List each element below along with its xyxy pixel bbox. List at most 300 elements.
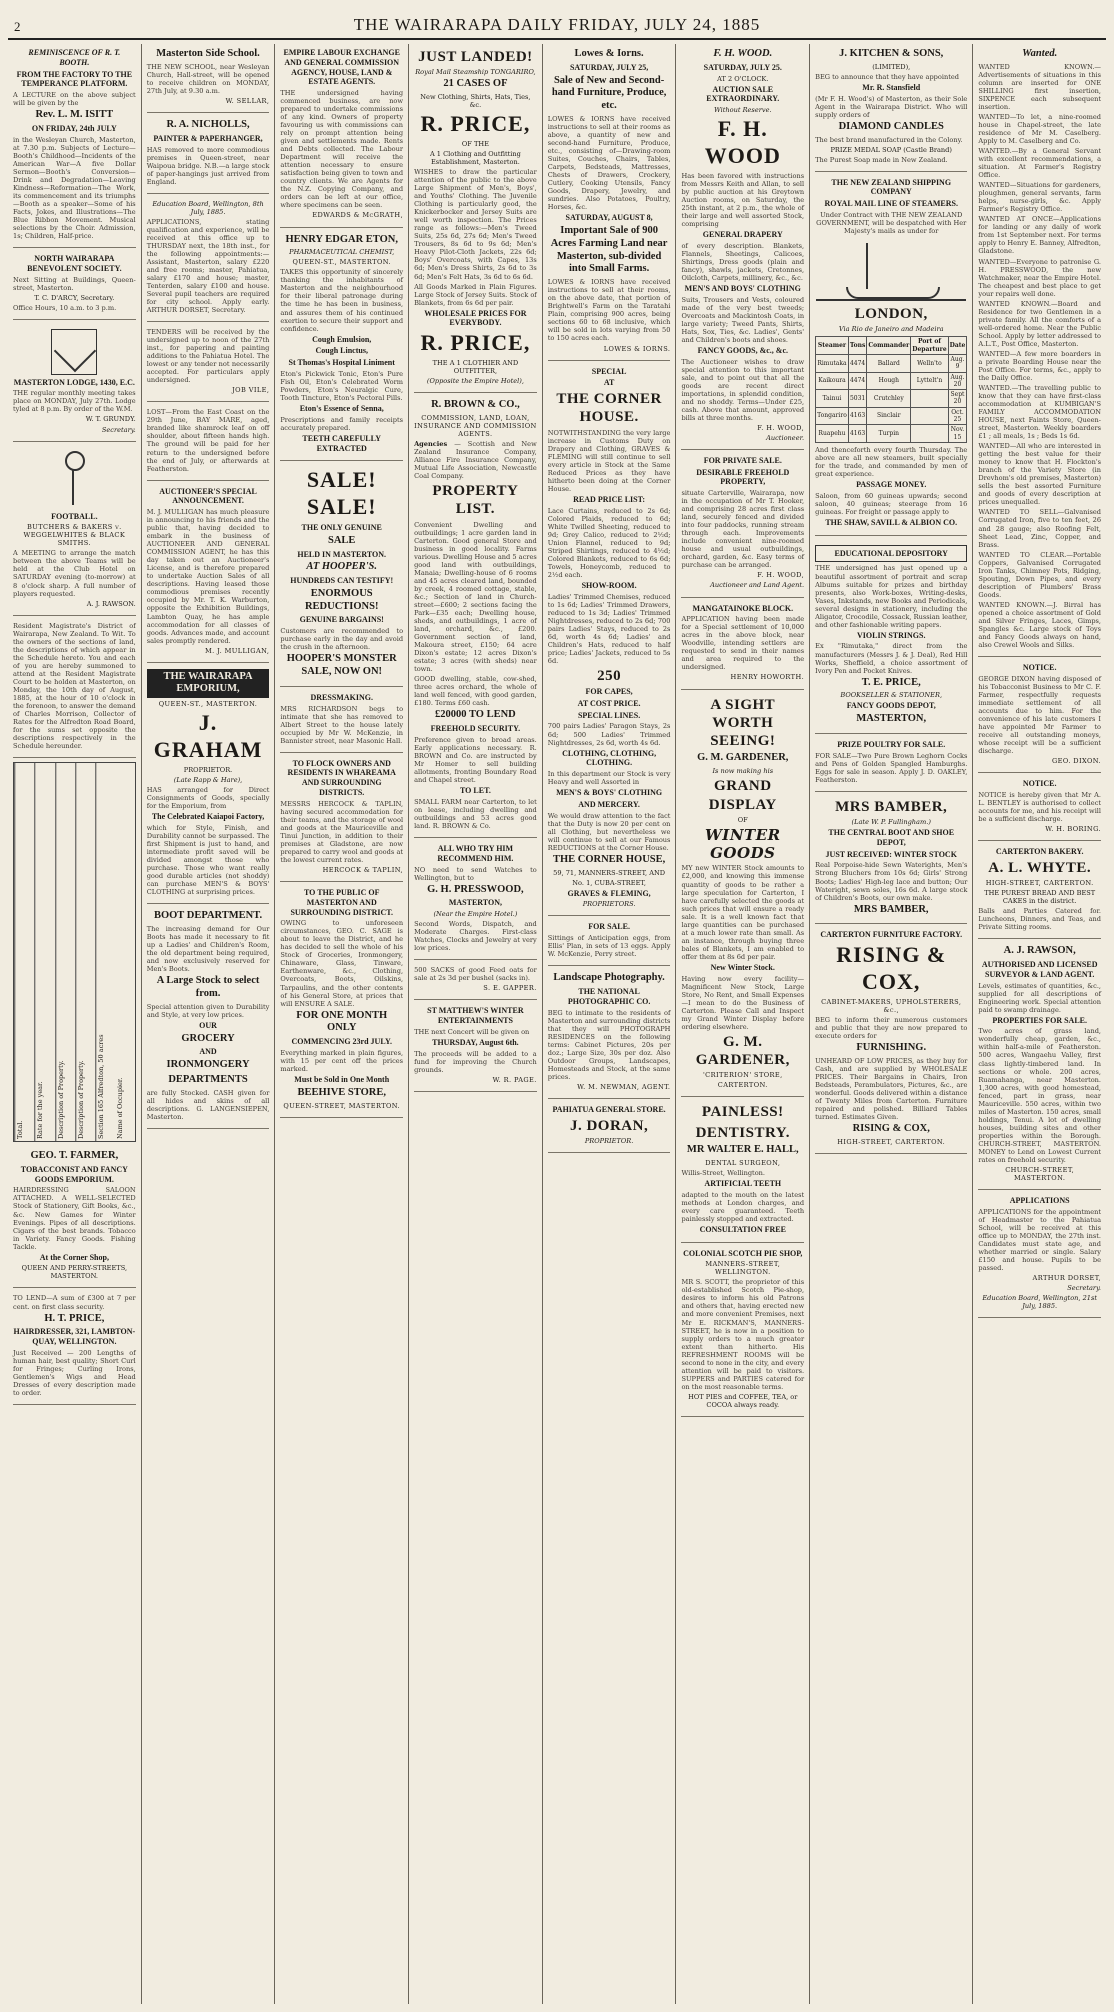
schedule-row [816, 407, 967, 425]
side-school-ad: Masterton Side School. THE NEW SCHOOL, near Wesleyan Church, Hall-street, will be opened to receive children on MONDAY, 27th July, at 9.30 a.m. W. SELLAR, [147, 44, 270, 113]
new-clothing: New Clothing, Shirts, Hats, Ties, &c. [420, 93, 531, 110]
lend-amount: £20000 TO LEND [435, 709, 516, 721]
schedule-cell: Tongariro [816, 407, 849, 425]
chemist-address: QUEEN-ST., MASTERTON. [292, 258, 391, 267]
mens-clothing: MEN'S AND BOYS' CLOTHING [684, 283, 801, 293]
commencing: COMMENCING 23rd JULY. [291, 1037, 392, 1047]
only-genuine: THE ONLY GENUINE [301, 522, 382, 532]
education-board-date: Education Board, Wellington, 8th July, 1885. [152, 199, 264, 216]
property-list: PROPERTY LIST. [432, 483, 519, 518]
at-cost: AT COST PRICE. [577, 698, 641, 708]
saturday-july-25: SATURDAY, JULY 25, [569, 62, 649, 72]
dorset-name: ARTHUR DORSET, [1032, 1273, 1102, 1282]
schedule-header-cell: Tons [848, 337, 867, 355]
hot-pies: HOT PIES and COFFEE, TEA, or COCOA always ready. [688, 1392, 798, 1409]
freehold-security: FREEHOLD SECURITY. [430, 724, 521, 734]
furniture-factory: CARTERTON FURNITURE FACTORY. [820, 930, 963, 940]
new-winter-stock: New Winter Stock. [710, 962, 775, 972]
notice-heading-2: NOTICE. [1022, 779, 1057, 789]
carterton-label: CARTERTON. [717, 1081, 768, 1090]
newspaper-title: THE WAIRARAPA DAILY FRIDAY, JULY 24, 1885 [353, 15, 761, 34]
graves-fleming: GRAVES & FLEMING, [567, 888, 651, 898]
lecturer-name: Rev. L. M. ISITT [35, 109, 114, 121]
schedule-cell: Lyttelt'n [911, 372, 948, 390]
just-landed: JUST LANDED! [418, 49, 533, 65]
auction-extraordinary: AUCTION SALE EXTRAORDINARY. [706, 84, 780, 104]
masonic-secretary-role: Secretary. [101, 425, 136, 434]
price-hairdresser-trade: HAIRDRESSER, 321, LAMBTON-QUAY, WELLINGTON. [13, 1327, 136, 1347]
chemist-trade: PHARMACEUTICAL CHEMIST, [289, 248, 395, 257]
schedule-cell: 4474 [848, 354, 867, 372]
fh-wood-saturday: SATURDAY, JULY 25. [703, 62, 782, 72]
rising-cox-ad: CARTERTON FURNITURE FACTORY. RISING & COX, CABINET-MAKERS, UPHOLSTERERS, &c., BEG to inform their numerous customers and public that they are now prepared to execute orders for FURNISHING. UNHEARD OF LOW PRICES, as they buy for Cash, and are supplied by WHOLESALE PRICES. Their Bargains in Chairs, Iron Bedsteads, Perambulators, Pictures, &c., are wonderful. Goods delivered within a distance of Twenty Miles from Carterton. Furniture repaired and polished. Billiard Tables turned. Estimates Given. RISING & COX, HIGH-STREET, CARTERTON. [815, 926, 967, 1153]
rising-cox-trade: CABINET-MAKERS, UPHOLSTERERS, &c., [821, 997, 962, 1014]
wanted-ads: Wanted. WANTED KNOWN.—Advertisements of situations in this column are inserted for ONE SHILLING first insertion, SIXPENCE each subsequent insertion. WANTED—To let, a nine-roomed house in Chapel-street, the late residence of Mr M. Caselberg. Apply to M. Caselberg and Co. WANTED.—By a General Servant with excellent recommendations, a situation. At Farmer's Registry Office. WANTED—Situations for gardeners, ploughmen, general servants, farm helps, nurse-girls, &c. Apply Farmer's Registry Office. WANTED AT ONCE—Applications for landing or any daily of work from 1st September next. For terms apply to Henry E. Banney, Alfredton, Gladstone. WANTED—Everyone to patronise G. H. PRESSWOOD, the new Watchmaker, near the Empire Hotel. The cheapest and best place to get your repairs well done. WANTED KNOWN.—Board and Residence for two Gentlemen in a private family. All the comforts of a well-ordered home. Near the Public School. Apply by letter addressed to A.L.T., Post Office, Masterton. WANTED—A few more boarders in a private Boarding House near the Post Office. For terms, &c., apply to the Daily Office. WANTED.—The travelling public to know that they can have first-class accommodation at KUMBIGAN'S FAMILY ACCOMMODATION HOUSE, next Faints Store, Queen-street, Masterton. Weekly boarders £1 ; all meals, 1s ; Beds 1s 6d. WANTED—All who are interested in getting the best value for their money to know that H. Flockton's branch of the Variety Store (in Drevhom's old premises, Masterton) sells the best assorted Furniture and goods of every description at prices unequalled. WANTED TO SELL—Galvanised Corrugated Iron, five to ten feet, 26 and 28 gauge; also Roofing Felt, Sheet Lead, Zinc, Copper, and Brass. WANTED TO CLEAR.—Portable Coppers, Galvanised Corrugated Iron Tanks, Chimney Pots, Ridging, Spouting, Down Pipes, and every description of Plumbers' Brass Goods. WANTED KNOWN.—J. Birral has opened a choice assortment of Gold and Silver Fringes, Laces, Gimps, Spangles &c. Large stock of Toys and Fancy Goods always on hand, also Crewel Wools and Silks. [978, 44, 1101, 657]
fancy-goods: FANCY GOODS, &c., &c. [697, 345, 788, 355]
lost-ad: LOST—From the East Coast on the 29th June, BAY MARE, aged, branded like shamrock leaf on off shoulder, about fifteen hands high. The ground will be paid for her return to the undersigned before the end of July, or afterwards at Featherston. [147, 404, 270, 480]
genuine-bargains: GENUINE BARGAINS! [299, 615, 384, 625]
price-hairdresser-name: H. T. PRICE, [44, 1312, 105, 1324]
shipping-company: THE NEW ZEALAND SHIPPING COMPANY [831, 177, 952, 197]
special-label: SPECIAL [591, 366, 627, 376]
auctioneer-heading: AUCTIONEER'S SPECIAL ANNOUNCEMENT. [159, 486, 257, 506]
nicholls-trade: PAINTER & PAPERHANGER, [153, 133, 263, 143]
mangatainoke-heading: MANGATAINOKE BLOCK. [692, 603, 794, 613]
grand-display: GRAND DISPLAY [708, 778, 777, 813]
to-let: TO LET. [459, 786, 491, 796]
beehive-address: QUEEN-STREET, MASTERTON. [283, 1101, 401, 1110]
football-clubs: BUTCHERS & BAKERS v. WEGGELWHITES & BLACK SMITHS. [23, 523, 126, 548]
wholesale-prices: WHOLESALE PRICES FOR EVERYBODY. [424, 308, 527, 328]
notice-dixon: NOTICE. GEORGE DIXON having disposed of his Tobacconist Business to Mr C. F. Farmer, respectfully requests immediate settlement of all accounts due to him. For the convenience of his late customers I have appointed Mr Farmer to receive all outstanding moneys, whose receipt will be a sufficient discharge. GEO. DIXON. [978, 659, 1101, 773]
column-8 [973, 44, 1106, 2004]
schedule-header-cell: Steamer [816, 337, 849, 355]
gardener-name-2: G. M. GARDENER, [695, 1033, 790, 1069]
bakery-ad: CARTERTON BAKERY. A. L. WHYTE. HIGH-STREET, CARTERTON. THE PUREST BREAD AND BEST CAKES in the district. Balls and Parties Catered for. Luncheons, Dinners, and Teas, and Private Sitting rooms. [978, 843, 1101, 939]
hospital-liniment: St Thomas's Hospital Liniment [288, 358, 395, 368]
benevolent-secretary: T. C. D'ARCY, Secretary. [34, 293, 115, 302]
chemist-name: HENRY EDGAR ETON, [285, 233, 398, 245]
winter-stock: JUST RECEIVED: WINTER STOCK [825, 849, 957, 859]
column-4 [409, 44, 543, 2004]
schedule-cell: Ballard [867, 354, 911, 372]
violin-strings: VIOLIN STRINGS. [857, 630, 926, 640]
schedule-cell: Aug. 9 [948, 354, 967, 372]
column-3 [275, 44, 409, 2004]
chemist-ad: HENRY EDGAR ETON, PHARMACEUTICAL CHEMIST, QUEEN-ST., MASTERTON. TAKES this opportunity of sincerely thanking the inhabitants of Masterton and the neighbourhood for their liberal patronage during the time he has been in business, and assures them of his continued exertion to secure their support and confidence. Cough Emulsion, Cough Linctus, St Thomas's Hospital Liniment Eton's Pickwick Tonic, Eton's Pure Fish Oil, Eton's Celebrated Worm Powders, Eton's Neuralgic Cure, Tooth Tincture, Eton's Pectoral Pills. Eton's Essence of Senna, Prescriptions and family receipts accurately prepared. TEETH CAREFULLY EXTRACTED [280, 230, 403, 462]
authorised-surveyor: AUTHORISED AND LICENSED SURVEYOR & LAND AGENT. [981, 960, 1098, 979]
pahiatua-store-ad [548, 1101, 671, 1153]
pahiatua-heading: PAHIATUA GENERAL STORE. [552, 1104, 666, 1114]
presswood-name: G. H. PRESSWOOD, [427, 883, 524, 895]
column-6 [676, 44, 810, 2004]
vile-name: JOB VILE, [232, 386, 270, 395]
emporium-ad: THE WAIRARAPA EMPORIUM, QUEEN-ST., MASTERTON. J. GRAHAM PROPRIETOR. (Late Rapp & Hare), HAS arranged for Direct Consignments of Goods, specially for the Emporium, from The Celebrated Kaiapoi Factory, which for Style, Finish, and Durability cannot be surpassed. The first Shipment is just to hand, and intermediate profit saved will be divided amongst those who purchase. Those who want really good durable articles (not shoddy) can purchase MEN'S & BOYS' CLOTHING at surprising prices. [147, 665, 270, 904]
doran-name: J. DORAN, [569, 1117, 649, 1134]
special-lines: SPECIAL LINES. [577, 710, 641, 720]
freehold-property: DESIRABLE FREEHOLD PROPERTY, [696, 467, 790, 487]
sight-worth-seeing: A SIGHT WORTH SEEING! [710, 696, 776, 750]
brown-co-ad: R. BROWN & CO., COMMISSION, LAND, LOAN, INSURANCE AND COMMISSION AGENTS. Agencies — Scottish and New Zealand Insurance Company, Alliance Fire Insurance Company, Mutual Life Association, Newcastle Coal Company. PROPERTY LIST. Convenient Dwelling and outbuildings; 1 acre garden land in Carterton. Good general Store and business in good locality. Farms various. Dwelling House and 5 acres good land with outbuildings, Manaia; Dwelling-house of 6 rooms and 45 acres cleared land, bounded by creek, 4 roomed cottage, stable, &c.; Section of land in Church-street—£600; 2 sections facing the Park—£35 each; Dwelling house, sheds, and outbuildings, 1 acre of land, orchard, &c., £200. Government section of land, Makoura street, £150; 64 acre Dixon's estate; 12 acres Dixon's estate; 3 acres (with sheds) near town. GOOD dwelling, stable, cow-shed, three acres orchard, the whole of land well fenced, with good garden, £180. Terms £60 cash. £20000 TO LEND FREEHOLD SECURITY. Preference given to broad areas. Early applications necessary. R. BROWN and Co. are instructed by Mr Homer to sell building allotments, fronting Boundary Road and Chapel street. TO LET. SMALL FARM near Carterton, to let on lease, including dwelling and outbuildings and 53 acres good land. R. BROWN & Co. [414, 395, 537, 838]
masonic-heading: MASTERTON LODGE, 1430, E.C. [13, 377, 135, 387]
of-the: OF THE [461, 140, 489, 149]
painless: PAINLESS! [701, 1104, 784, 1121]
rising-cox-address: HIGH-STREET, CARTERTON. [837, 1137, 946, 1146]
corner-shop-heading: At the Corner Shop, [39, 1252, 109, 1262]
thursday-date: THURSDAY, August 6th. [432, 1037, 519, 1047]
lecture-heading: REMINISCENCE OF R. T. BOOTH. [28, 48, 121, 67]
schedule-cell: Sinclair [867, 407, 911, 425]
sale-heading: SALE! SALE! [306, 467, 377, 520]
graham-previous: (Late Rapp & Hare), [173, 775, 243, 784]
clothing-establishment: A 1 Clothing and Outfitting Establishment, Masterton. [429, 150, 521, 167]
schedule-row [816, 354, 967, 372]
second-hand-sale: Sale of New and Second-hand Furniture, Produce, etc. [551, 74, 667, 112]
shipping-ad: THE NEW ZEALAND SHIPPING COMPANY ROYAL MAIL LINE OF STEAMERS. Under Contract with THE NEW ZEALAND GOVERNMENT, will be despatched with Her Majesty's mails as under for LONDON, Via Rio de Janeiro and Madeira Steamer Tons Commander Port of Departure Date Rimutaka 4474 Ballard Welln'to Aug. 9 Kaikoura 4474 Hough Lyttelt'n Aug. 20 Tainui 5031 Crutchley Sept 20 Tongariro 4163 Sinclair Oct. 25 Ruapehu 4163 Turpin Nov. 15 And thenceforth every fourth Thursday. The above are all new steamers, built specially for the trade, and commanded by men of great experience. PASSAGE MONEY. Saloon, from 60 guineas upwards; second saloon, 40 guineas; steerage from 16 guineas. For freight or passage apply to THE SHAW, SAVILL & ALBION CO. [815, 174, 967, 536]
education-board-ad: Education Board, Wellington, 8th July, 1885. APPLICATIONS, stating qualification and experience, will be received at this office up to THURSDAY next, the 18th inst., for the following appointments:—Assistant, Masterton, salary £220 and free rooms; master, Pahiatua, salary £170 and house; master, Tenterden, salary £100 and house. Several pupil teachers are required for city school. Apply early. ARTHUR DORSET, Secretary. [147, 196, 270, 322]
schedule-cell: 4163 [848, 425, 867, 443]
side-school-secretary: W. SELLAR, [225, 96, 270, 105]
clothing-clothing: CLOTHING, CLOTHING, CLOTHING. [562, 748, 657, 768]
bamber-name-2: MRS BAMBER, [853, 903, 929, 915]
passage-money: PASSAGE MONEY. [856, 480, 927, 490]
one-month: FOR ONE MONTH ONLY [296, 1009, 388, 1034]
shaw-savill: THE SHAW, SAVILL & ALBION CO. [825, 517, 958, 527]
graham-role: PROPRIETOR. [183, 765, 233, 774]
corner-house-ad: SPECIAL AT THE CORNER HOUSE. NOTWITHSTANDING the very large increase in Customs Duty on Drapery and Clothing, GRAVES & FLEMING will still continue to sell every article in Stock at the Same Reduced Prices as they have hitherto been doing at the Corner House. READ PRICE LIST: Lace Curtains, reduced to 2s 6d; Colored Plaids, reduced to 6d; White Twilled Sheeting, reduced to 9d; Grey Calico, reduced to 2½d; Union Flannel, reduced to 9d; Striped Shirtings, reduced to 4½d; Colored Blankets, reduced to 6s 6d; Towels, Honeycomb, reduced to 2½d each. SHOW-ROOM. Ladies' Trimmed Chemises, reduced to 1s 6d; Ladies' Trimmed Drawers, reduced to 1s 3d; Ladies' Trimmed Nightdresses, reduced to 2s 6d; 700 pairs Ladies' Stays, reduced to 2s 6d, worth 4s 6d; Ladies' and Children's Hats, reduced to half price; Ladies' Jackets, reduced to 5s 6d. 250 FOR CAPES, AT COST PRICE. SPECIAL LINES. 700 pairs Ladies' Paragon Stays, 2s 6d; 500 Ladies' Trimmed Nightdresses, 2s 6d, worth 4s 6d. CLOTHING, CLOTHING, CLOTHING. In this department our Stock is very Heavy and well Assorted in MEN'S & BOYS' CLOTHING AND MERCERY. We would draw attention to the fact that the Duty is now 20 per cent on all Clothing, but nevertheless we will continue to sell at our Famous REDUCTIONS at the Corner House. THE CORNER HOUSE, 59, 71, MANNERS-STREET, AND No. 1, CUBA-STREET, GRAVES & FLEMING, PROPRIETORS. [548, 363, 671, 917]
criterion-store: 'CRITERION' STORE, [702, 1071, 783, 1080]
dorset-role: Secretary. [1067, 1284, 1102, 1293]
schedule-cell: Kaikoura [816, 372, 849, 390]
royal-mail-line: ROYAL MAIL LINE OF STEAMERS. [824, 199, 958, 209]
mens-boys-clothing: MEN'S & BOYS' CLOTHING [556, 788, 663, 798]
prize-soap: PRIZE MEDAL SOAP (Castle Brand) [830, 145, 952, 154]
public-heading: TO THE PUBLIC OF MASTERTON AND SURROUNDING DISTRICT. [290, 888, 393, 917]
applications-ad: APPLICATIONS APPLICATIONS for the appointment of Headmaster to the Pahiatua School, will be received at this office up to MONDAY, the 27th inst. Candidates must state age, and whether married or single. Salary £150 and house. Pupils to be passed. ARTHUR DORSET, Secretary. Education Board, Wellington, 21st July, 1885. [978, 1192, 1101, 1318]
sale-held: HELD IN MASTERTON. [297, 549, 387, 559]
furnishing: FURNISHING. [856, 1041, 927, 1053]
fh-wood-role: Auctioneer. [766, 433, 805, 442]
prize-poultry: PRIZE POULTRY FOR SALE. [837, 739, 946, 749]
bakery-heading: CARTERTON BAKERY. [995, 846, 1084, 856]
mulligan-name: M. J. MULLIGAN, [204, 646, 270, 655]
saturday-august-8: SATURDAY, AUGUST 8, [565, 213, 653, 223]
show-room: SHOW-ROOM. [581, 580, 637, 590]
rawson-surveyor-ad: A. J. RAWSON, AUTHORISED AND LICENSED SURVEYOR & LAND AGENT. Levels, estimates of quantities, &c., supplied for all descriptions of Engineering work. Special attention paid to swamp drainage. PROPERTIES FOR SALE. Two acres of grass land, wonderfully cheap, garden, &c., within half-a-mile of Featherston. 500 acres, Wangaehu Valley, first class lightly-timbered land. In sections or whole. 200 acres, Ruamahanga, near Masterton. 1,300 acres, with good homestead, fenced, part in grass, near Mauriceville. 550 acres, within two miles of Masterton. 150 acres, small holdings, Tenui. A lot of dwelling houses, building sites and other properties within the Borough. CHURCH-STREET, MASTERTON. MONEY to Lend on Lowest Current rates on freehold security. CHURCH-STREET, MASTERTON. [978, 941, 1101, 1190]
is-now-making: Is now making his [712, 767, 774, 776]
masterton-label: MASTERTON, [856, 713, 927, 725]
diamond-candles: DIAMOND CANDLES [838, 120, 944, 132]
dentistry: DENTISTRY. [695, 1124, 790, 1141]
resident-magistrate-notice: Resident Magistrate's District of Wairarapa, New Zealand. To Wit. To the owners of the sections of land, the descriptions of which appear in the Schedule hereto. You and each of you are hereby summoned to attend at the Resident Magistrate Court to be holden at Masterton, on Monday, the 10th day of August, 1885, at the hour of 10 o'clock in the forenoon, to answer the demand of Charles Morrison, Collector of Rates for the Alfredton Road Board, for the sums set opposite the descriptions respectively in the Schedule hereunder. [13, 618, 136, 759]
kaiapoi-factory: The Celebrated Kaiapoi Factory, [151, 812, 265, 822]
kitchen-limited: (LIMITED), [872, 62, 911, 71]
wanted-heading: Wanted. [1022, 48, 1058, 59]
schedule-cell: Ruapehu [816, 425, 849, 443]
labour-exchange-heading: EMPIRE LABOUR EXCHANGE AND GENERAL COMMISSION AGENCY, HOUSE, LAND & ESTATE AGENTS. [283, 48, 400, 87]
graham-name: J. GRAHAM [153, 710, 263, 763]
farmer-trade: TOBACCONIST AND FANCY GOODS EMPORIUM. [20, 1164, 128, 1184]
applications-heading: APPLICATIONS [1009, 1195, 1070, 1205]
price-heading-1: R. PRICE, [420, 111, 531, 137]
corner-shop-address: QUEEN AND PERRY-STREETS, MASTERTON. [21, 1264, 128, 1281]
nicholls-name: R. A. NICHOLLS, [166, 118, 250, 130]
gardener-display-ad: A SIGHT WORTH SEEING! G. M. GARDENER, Is now making his GRAND DISPLAY OF WINTER GOODS MY new WINTER Stock amounts to £2,000, and knowing this immense quantity of goods to be rather a large speculation for Carterton, I have carefully selected the goods at such prices that will ensure a ready sale. It is a well known fact that large quantities can be purchased at a much lower rate than small. As an instance, through buying three bales of Blankets, I am enabled to offer them at 8s 6d per pair. New Winter Stock. Having now every facility—Magnificent New Stock, Large Store, No Rent, and Small Expenses—I mean to do the Business of Carterton. Please Call and Inspect my Grand Winter Display before ordering elsewhere. G. M. GARDENER, 'CRITERION' STORE, CARTERTON. [681, 692, 804, 1098]
general-drapery: GENERAL DRAPERY [702, 229, 783, 239]
walter-hall: MR WALTER E. HALL, [686, 1144, 799, 1156]
senna-essence: Eton's Essence of Senna, [299, 403, 384, 413]
masthead [8, 6, 1106, 40]
fh-wood-time: AT 2 O'CLOCK. [717, 74, 769, 83]
hooper-sale-ad: SALE! SALE! THE ONLY GENUINE SALE HELD IN MASTERTON. AT HOOPER'S. HUNDREDS CAN TESTIFY! ENORMOUS REDUCTIONS! GENUINE BARGAINS! Customers are recommended to purchase early in the day and avoid the crush in the afternoon. HOOPER'S MONSTER SALE, NOW ON! [280, 463, 403, 687]
at-label: AT [603, 378, 615, 388]
sailing-schedule-table [815, 336, 967, 443]
te-price-name: T. E. PRICE, [861, 676, 921, 688]
fh-wood-auction-ad: F. H. WOOD. SATURDAY, JULY 25. AT 2 O'CLOCK. AUCTION SALE EXTRAORDINARY. Without Reserve. F. H. WOOD Has been favored with instructions from Messrs Keith and Allan, to sell by public auction at his Greytown Auction rooms, on Saturday, the 25th instant, at 2 p.m., the whole of their large and well assorted Stock, comprising GENERAL DRAPERY of every description. Blankets, Flannels, Sheetings, Calicoes, Shirtings, Dress goods (plain and fancy), shawls, jackets, Cretonnes, Oilcloth, Carpets, millinery, &c., &c. MEN'S AND BOYS' CLOTHING Suits, Trousers and Vests, coloured made of the very best tweeds; Overcoats and Mackintosh Coats, in large variety; Tweed Pants, Shirts, Hats, Sox, Ties, &c. Ladies', Gents' and Children's boots and shoes. FANCY GOODS, &c., &c. The Auctioneer wishes to draw special attention to this important sale, and to point out that all the goods are recent direct importations, in splendid condition, and no shoddy. Terms—Under £25, cash. Above that amount, approved bills at three months. F. H. WOOD, Auctioneer. [681, 44, 804, 450]
bamber-ad: MRS BAMBER, (Late W. P. Fullingham.) THE CENTRAL BOOT AND SHOE DEPOT, JUST RECEIVED: WINTER STOCK Real Porpoise-hide Sewn Waterights, Men's Strong Bluchers from 10s 6d; Girls' Strong Boots; Ladies' High-leg lace and button; Our Wateright, sewn soles, 16s 6d. A large stock of Children's Boots, our own make. MRS BAMBER, [815, 794, 967, 925]
farmer-name: GEO. T. FARMER, [30, 1150, 119, 1162]
presswood-near: (Near the Empire Hotel.) [433, 910, 518, 919]
dressmaking-ad: DRESSMAKING. MRS RICHARDSON begs to intimate that she has removed to Albert Street to the house lately occupied by Mr W. McKenzie, in Bannister street, near Masonic Hall. [280, 689, 403, 753]
whyte-address: HIGH-STREET, CARTERTON. [985, 879, 1094, 888]
manners-street: 59, 71, MANNERS-STREET, AND [553, 868, 666, 877]
dressmaking-heading: DRESSMAKING. [310, 692, 373, 702]
schedule-cell: 4474 [848, 372, 867, 390]
page-number: 2 [14, 19, 21, 34]
schedule-header-cell: Commander [867, 337, 911, 355]
departments-label: DEPARTMENTS [168, 1073, 248, 1085]
purest-bread: THE PUREST BREAD AND BEST CAKES in the district. [984, 889, 1096, 906]
just-landed-ad: JUST LANDED! Royal Mail Steamship TONGARIRO, 21 CASES OF New Clothing, Shirts, Hats, Ties, &c. R. PRICE, OF THE A 1 Clothing and Outfitting Establishment, Masterton. WISHES to draw the particular attention of the public to the above Large Shipment of Men's, Boys', and Youths' Clothing. The Juvenile Clothing is particularly good, the Knickerbocker and Jersey Suits are well worth inspection. The Prices range as follows:—Men's Tweed Suits, 25s 6d, 27s 6d; Men's Tweed Trousers, 8s 6d to 9s 6d; Men's Heavy Pilot-Cloth Jackets, 22s 6d; Boys' Overcoats, with Capes, 13s 6d; Men's Dress Shirts, 2s 6d to 3s 6d; Men's Felt Hats, 3s 6d to 6s 6d. All Goods Marked in Plain Figures. Large Stock of Jersey Suits. Stock of Blankets, from 6s 6d per pair. WHOLESALE PRICES FOR EVERYBODY. R. PRICE, THE A 1 CLOTHIER AND OUTFITTER, (Opposite the Empire Hotel), [414, 44, 537, 393]
photography-ad: Landscape Photography. THE NATIONAL PHOTOGRAPHIC CO. BEG to intimate to the residents of Masterton and surrounding districts that they will PHOTOGRAPH RESIDENCES on the following terms: Cabinet Pictures, 20s per doz.; Large Size, 30s per doz. Also Outdoor Groups, Landscapes, Homesteads and Stock, at the same prices. W. M. NEWMAN, AGENT. [548, 968, 671, 1099]
read-price-list: READ PRICE LIST: [573, 494, 646, 504]
schedule-cell: 5031 [848, 390, 867, 408]
schedule-cell: Oct. 25 [948, 407, 967, 425]
fh-wood-sign: F. H. WOOD, [757, 423, 805, 432]
schedule-cell: Welln'to [911, 354, 948, 372]
lowes-iorns-sign: LOWES & IORNS. [603, 344, 671, 353]
pie-shop-heading: COLONIAL SCOTCH PIE SHOP, [683, 1248, 803, 1258]
poultry-ad: PRIZE POULTRY FOR SALE. FOR SALE—Two Pure Brown Leghorn Cocks and Pens of Golden Spangled Hamburghs. Eggs for sale in season. Apply J. D. OAKLEY, Featherston. [815, 736, 967, 792]
schedule-header-cell: Date [948, 337, 967, 355]
corner-house-heading: THE CORNER HOUSE. [556, 391, 662, 426]
price-heading-2: R. PRICE, [420, 330, 531, 356]
masonic-lodge-ad: MASTERTON LODGE, 1430, E.C. THE regular monthly meeting takes place on MONDAY, July 27th. Lodge tyled at 8 p.m. By order of the W.M. W. T. GRUNDY. Secretary. [13, 322, 136, 442]
kitchen-sons-ad: J. KITCHEN & SONS, (LIMITED), BEG to announce that they have appointed Mr. R. Stansfield (Mr F. H. Wood's) of Masterton, as their Sole Agent in the Wairarapa District. Who will supply orders of DIAMOND CANDLES The best brand manufactured in the Colony. PRIZE MEDAL SOAP (Castle Brand) The Purest Soap made in New Zealand. [815, 44, 967, 172]
properties-for-sale: PROPERTIES FOR SALE. [992, 1015, 1087, 1025]
column-2 [142, 44, 276, 2004]
hercock-taplin: HERCOCK & TAPLIN, [322, 865, 404, 874]
labour-exchange-ad: EMPIRE LABOUR EXCHANGE AND GENERAL COMMISSION AGENCY, HOUSE, LAND & ESTATE AGENTS. THE undersigned having commenced business, are now prepared to undertake commissions of any kind. Owners of property favouring us with commissions can rely on prompt attention being given and settlements made. Rents and Debts collected. The Labour Department will receive the attention necessary to ensure satisfaction being given to town and country clients. We are Agents for the N.Z. Copying Company, and orders can be left at our office, where specimens can be seen. EDWARDS & McGRATH, [280, 44, 403, 228]
schedule-row [816, 390, 967, 408]
football-player-icon [39, 451, 109, 509]
private-sale-ad: FOR PRIVATE SALE. DESIRABLE FREEHOLD PROPERTY, situate Carterville, Wairarapa, now in the occupation of Mr T. Hooker, and comprising 28 acres first class land, securely fenced and divided into four paddocks, running stream through each. Improvements include convenient nine-roomed house and usual outbuildings, orchard, garden, &c. Easy terms of purchase can be arranged. F. H. WOOD, Auctioneer and Land Agent. [681, 452, 804, 598]
dental-surgeon: DENTAL SURGEON, [705, 1158, 781, 1167]
ironmongery-label: IRONMONGERY [166, 1059, 250, 1071]
schedule-cell: Turpin [867, 425, 911, 443]
schedule-cell: Sept 20 [948, 390, 967, 408]
for-sale-ad: FOR SALE. Sittings of Anticipation eggs, from Ellis' Plan, in sets of 13 eggs. Apply W. McKenzie, Perry street. [548, 918, 671, 966]
lowes-iorns-ad: Lowes & Iorns. SATURDAY, JULY 25, Sale of New and Second-hand Furniture, Produce, etc. LOWES & IORNS have received instructions to sell at their rooms as above, a quantity of new and second-hand Furniture, Produce, etc., consisting of—Drawing-room Suites, Couches, Chairs, Tables, Carpets, Bedsteads, Mattresses, Chests of Drawers, Crockery, Cutlery, Cooking Utensils, Fancy Goods, Drapery, Jewelry, and sundries. Also Potatoes, Poultry, Horses, &c. SATURDAY, AUGUST 8, Important Sale of 900 Acres Farming Land near Masterton, sub-divided into Small Farms. LOWES & IORNS have received instructions to sell at their rooms, on the above date, that portion of Brightwell's Farm on the Taratahi Plain, comprising 900 acres, being sections 60 to 68 inclusive, which will be sold in lots varying from 50 to 150 acres each. LOWES & IORNS. [548, 44, 671, 361]
st-matthews-heading: ST MATTHEW'S WINTER ENTERTAINMENTS [427, 1006, 524, 1026]
presswood-ad: ALL WHO TRY HIM RECOMMEND HIM. NO need to send Watches to Wellington, but to G. H. PRESSWOOD, MASTERTON, (Near the Empire Hotel.) Second Words, Dispatch, and Moderate Charges. First-class Watches, Clocks and Jewelry at very low prices. [414, 840, 537, 960]
winter-goods: WINTER GOODS [704, 825, 781, 863]
mrs-bamber: MRS BAMBER, [835, 798, 948, 815]
schedule-cell: 4163 [848, 407, 867, 425]
church-street: CHURCH-STREET, MASTERTON. [1005, 1165, 1075, 1182]
sale-word: SALE [328, 534, 356, 546]
schedule-cell [911, 425, 948, 443]
rising-cox-name: RISING & COX, [836, 942, 947, 994]
schedule-cell: Tainui [816, 390, 849, 408]
boring-sign: W. H. BORING. [1045, 824, 1102, 833]
educational-depository-ad: EDUCATIONAL DEPOSITORY THE undersigned has just opened up a beautiful assortment of portrait and scrap Albums suitable for prizes and birthday presents, also Work-boxes, Writing-desks, Vases, Inkstands, new Books and Periodicals, several designs in stationery, including the Aligator, Crocodile, Cossack, Russian leather, and other fashionable writing papers. VIOLIN STRINGS. Ex "Rimutaka," direct from the manufacturers (Messrs J. & J. Deal), Red Hill Works, Sheffield, a choice assortment of Ivory Pen and Pocket Knives. T. E. PRICE, BOOKSELLER & STATIONER, FANCY GOODS DEPOT, MASTERTON, [815, 538, 967, 734]
two-fifty: 250 [597, 667, 622, 684]
and-label: AND [199, 1047, 217, 1057]
schedule-cell: Rimutaka [816, 354, 849, 372]
gapper-name: S. E. GAPPER. [483, 984, 537, 993]
of-label: OF [737, 815, 748, 824]
te-price-trade: BOOKSELLER & STATIONER, [840, 691, 943, 700]
monster-sale: HOOPER'S MONSTER SALE, NOW ON! [286, 653, 397, 678]
benevolent-society-ad: NORTH WAIRARAPA BENEVOLENT SOCIETY. Next Sitting at Buildings, Queen-street, Masterton. T. C. D'ARCY, Secretary. Office Hours, 10 a.m. to 3 p.m. [13, 250, 136, 320]
mercery: AND MERCERY. [578, 799, 640, 809]
cuba-street: No. 1, CUBA-STREET, [572, 878, 646, 887]
football-ad: FOOTBALL. BUTCHERS & BAKERS v. WEGGELWHITES & BLACK SMITHS. A MEETING to arrange the match between the above Teams will be held at the Club Hotel on SATURDAY evening (to-morrow) at 8 o'clock sharp. A full number of players requested. A. J. RAWSON. [13, 444, 136, 616]
schedule-cell [911, 390, 948, 408]
enormous-reductions: ENORMOUS REDUCTIONS! [304, 587, 379, 612]
dixon-sign: GEO. DIXON. [1052, 757, 1102, 766]
schedule-cell: Crutchley [867, 390, 911, 408]
boot-department-ad: BOOT DEPARTMENT. The increasing demand for Our Boots has made it necessary to fit up a Ladies' and Children's Room, the old department being required, and now exclusively reserved for Men's Boots. A Large Stock to select from. Special attention given to Durability and Style, at very low prices. OUR GROCERY AND IRONMONGERY DEPARTMENTS are fully Stocked. CASH given for all hides and skins of all descriptions. G. LANGENSIEPEN, Masterton. [147, 906, 270, 1129]
rawson-name: A. J. RAWSON, [1003, 945, 1076, 957]
page-name: W. R. PAGE. [492, 1075, 537, 1084]
price-hairdresser-ad: TO LEND—A sum of £300 at 7 per cent. on first class security. H. T. PRICE, HAIRDRESSER, 321, LAMBTON-QUAY, WELLINGTON. Just Received — 200 Lengths of human hair, best quality; Short Curl for Fringes; Curling Irons, Gentlemen's Wigs and Head Dresses of every description made to order. [13, 1290, 136, 1405]
pie-shop-address: MANNERS-STREET, WELLINGTON. [705, 1260, 781, 1277]
notice-heading-1: NOTICE. [1022, 662, 1057, 672]
masonic-secretary: W. T. GRUNDY. [85, 415, 136, 424]
column-7 [810, 44, 973, 2004]
our-label: OUR [199, 1020, 217, 1030]
dentistry-ad: PAINLESS! DENTISTRY. MR WALTER E. HALL, DENTAL SURGEON, Willis-Street, Wellington. ARTIFICIAL TEETH adapted to the mouth on the latest methods at London charges, and every care guaranteed. Teeth painlessly stopped and extracted. CONSULTATION FREE [681, 1099, 804, 1242]
beehive-ad: TO THE PUBLIC OF MASTERTON AND SURROUNDING DISTRICT. OWING to unforeseen circumstances, GEO. C. SAGE is about to leave the District, and he has decided to sell the whole of his Stock of Groceries, Ironmongery, Chinaware, Glass, Tinware, Earthenware, &c., Clothing, Overcoats, Boots, Oilskins, Tarpaulins, and the other contents of his General Store, at prices that will ENSURE A SALE. FOR ONE MONTH ONLY COMMENCING 23rd JULY. Everything marked in plain figures, with 15 per cent off the prices marked. Must be Sold in One Month BEEHIVE STORE, QUEEN-STREET, MASTERTON. [280, 884, 403, 1118]
nicholls-ad: R. A. NICHOLLS, PAINTER & PAPERHANGER, HAS removed to more commodious premises in Queen-street, near Waipoua bridge. N.B.—a large stock of paper-hangings just arrived from England. [147, 115, 270, 194]
agencies-label: Agencies [414, 439, 448, 448]
column-5 [543, 44, 677, 2004]
side-school-heading: Masterton Side School. [156, 48, 260, 59]
flock-owners-heading: TO FLOCK OWNERS AND RESIDENTS IN WHAREAMA AND SURROUNDING DISTRICTS. [287, 758, 396, 797]
whyte-name: A. L. WHYTE. [988, 859, 1092, 876]
important-sale: Important Sale of 900 Acres Farming Land near Masterton, sub-divided into Small Farms. [550, 225, 668, 275]
emporium-address: QUEEN-ST., MASTERTON. [158, 700, 258, 709]
schedule-header-cell: Port of Departure [912, 338, 947, 353]
football-secretary: A. J. RAWSON. [86, 599, 136, 608]
all-who-try: ALL WHO TRY HIM RECOMMEND HIM. [437, 844, 514, 863]
farmer-ad: GEO. T. FARMER, TOBACCONIST AND FANCY GOODS EMPORIUM. HAIRDRESSING SALOON ATTACHED. A WELL-SELECTED Stock of Stationery, Gift Books, &c., &c. New Games for Winter Evenings. Pipes of all descriptions. Cigars of the best brands. Tobacco in Variety. Fancy Goods. Fishing Tackle. At the Corner Shop, QUEEN AND PERRY-STREETS, MASTERTON. [13, 1146, 136, 1288]
lecture-ad: REMINISCENCE OF R. T. BOOTH. FROM THE FACTORY TO THE TEMPERANCE PLATFORM. A LECTURE on the above subject will be given by the Rev. L. M. ISITT ON FRIDAY, 24th JULY in the Wesleyan Church, Masterton, at 7.30 p.m. Subjects of Lecture—Booth's Childhood—Incidents of the American War—A five Dollar Sermon—Booth's Conversion—Drink and Degradation—Leaving Kindness—Reformation—The Work, its commencement and its triumphs—Booth as a speaker—Some of his Facts, Jokes, and Illustrations—The Blue Ribbon Movement. Musical selections by the Choir. Admission, 1s; Children, Half-price. [13, 44, 136, 248]
fh-wood-name: F. H. WOOD [704, 116, 781, 168]
presswood-town: MASTERTON, [448, 898, 502, 908]
educational-depository: EDUCATIONAL DEPOSITORY [815, 545, 967, 563]
schedule-cell: Hough [867, 372, 911, 390]
cases-count: 21 CASES OF [443, 78, 508, 90]
football-heading: FOOTBALL. [51, 511, 98, 521]
cough-emulsion: Cough Emulsion, [312, 334, 372, 344]
feed-oats: 500 SACKS of good Feed oats for sale at 2s 3d per bushel (sacks in). [414, 966, 537, 983]
opposite-hotel: (Opposite the Empire Hotel), [426, 377, 524, 386]
schedule-cell: Aug. 20 [948, 372, 967, 390]
schedule-row [816, 425, 967, 443]
national-photographic: THE NATIONAL PHOTOGRAPHIC CO. [567, 987, 651, 1006]
doran-role: PROPRIETOR. [584, 1136, 634, 1145]
london-label: LONDON, [854, 305, 928, 322]
for-sale-heading: FOR SALE. [588, 922, 630, 932]
st-matthews-ad: ST MATTHEW'S WINTER ENTERTAINMENTS THE next Concert will be given on THURSDAY, August 6th. The proceeds will be added to a fund for improving the Church grounds. W. R. PAGE. [414, 1002, 537, 1091]
education-board-2: Education Board, Wellington, 21st July, 1885. [982, 1294, 1098, 1311]
pie-shop-ad: COLONIAL SCOTCH PIE SHOP, MANNERS-STREET, WELLINGTON. MR S. SCOTT, the proprietor of this old-established Scotch Pie-shop, desires to inform his old Patrons and others that, having erected new and more convenient Premises, next Mr E. RICKMAN'S, MANNERS-STREET, he is now in a position to supply orders to a much greater extent than hitherto. His REFRESHMENT ROOMS will be second to none in the city, and every attention will be paid to visitors. SUPPERS and PARTIES catered for on the most reasonable terms. HOT PIES and COFFEE, TEA, or COCOA always ready. [681, 1245, 804, 1417]
clothier-label: THE A 1 CLOTHIER AND OUTFITTER, [432, 358, 519, 375]
via-label: Via Rio de Janeiro and Madeira [838, 325, 944, 334]
teeth-extracted: TEETH CAREFULLY EXTRACTED [302, 433, 382, 453]
without-reserve: Without Reserve. [713, 106, 772, 115]
benevolent-heading: NORTH WAIRARAPA BENEVOLENT SOCIETY. [27, 254, 122, 273]
howorth-name: HENRY HOWORTH. [730, 673, 805, 682]
private-sale-heading: FOR PRIVATE SALE. [703, 455, 782, 465]
must-be-sold: Must be Sold in One Month [294, 1075, 390, 1085]
for-capes: FOR CAPES, [585, 687, 633, 697]
newman-agent: W. M. NEWMAN, AGENT. [577, 1082, 671, 1091]
emporium-heading: THE WAIRARAPA EMPORIUM, [147, 669, 270, 699]
schedule-row [816, 372, 967, 390]
beehive-store: BEEHIVE STORE, [297, 1086, 386, 1098]
hundreds-testify: HUNDREDS CAN TESTIFY! [290, 576, 394, 586]
columns [8, 44, 1106, 2004]
steamship-icon [816, 239, 966, 301]
hooper-name: AT HOOPER'S. [306, 561, 378, 573]
bamber-previous: (Late W. P. Fullingham.) [851, 818, 931, 827]
schedule-cell [911, 407, 948, 425]
fh-wood-heading: F. H. WOOD. [713, 48, 773, 59]
corner-house-2: THE CORNER HOUSE, [552, 853, 666, 865]
brown-name: R. BROWN & CO., [431, 399, 520, 411]
schedule-cell: Nov. 15 [948, 425, 967, 443]
lecture-date: ON FRIDAY, 24th JULY [31, 123, 117, 133]
masonic-square-compass-icon [51, 329, 97, 375]
lowes-iorns-heading: Lowes & Iorns. [574, 48, 644, 59]
fh-wood-role-2: Auctioneer and Land Agent. [710, 581, 805, 590]
kitchen-name: J. KITCHEN & SONS, [839, 48, 944, 59]
consultation-free: CONSULTATION FREE [699, 1224, 786, 1234]
cough-linctus: Cough Linctus, [315, 346, 368, 356]
brown-trade: COMMISSION, LAND, LOAN, INSURANCE AND COMMISSION AGENTS. [414, 413, 537, 438]
tenders-ad: TENDERS will be received by the undersigned up to noon of the 27th inst., for papering and painting additions to the Pahiatua Hotel. The lowest or any tender not necessarily accepted. For particulars apply undersigned. JOB VILE, [147, 324, 270, 402]
mangatainoke-ad: MANGATAINOKE BLOCK. APPLICATION having been made for a Special settlement of 10,000 acres in the above block, near Woodville, intending settlers are requested to send in their names and area required to the undersigned. HENRY HOWORTH. [681, 600, 804, 690]
large-stock: A Large Stock to select from. [156, 975, 260, 999]
landscape-photography: Landscape Photography. [553, 972, 665, 984]
artificial-teeth: ARTIFICIAL TEETH [704, 1178, 782, 1188]
grocery-label: GROCERY [181, 1032, 235, 1044]
steamship-name: Royal Mail Steamship TONGARIRO, [415, 68, 536, 77]
proprietors: PROPRIETORS. [582, 900, 636, 909]
stansfield-name: Mr. R. Stansfield [862, 82, 921, 92]
auctioneer-announcement: AUCTIONEER'S SPECIAL ANNOUNCEMENT. M. J. MULLIGAN has much pleasure in announcing to his friends and the public that, having decided to embark in the business of AUCTIONEER AND GENERAL COMMISSION AGENT, he has this day taken out an Auctioneer's License, and is therefore prepared to undertake Auction Sales of all descriptions. Having leased those commodious premises recently occupied by Mr. T. K. Warburton, opposite the Exhibition Buildings, Lambton Quay, he has ample accommodation for all classes of goods. Advances made, and account sales promptly rendered. M. J. MULLIGAN, [147, 483, 270, 663]
notice-boring: NOTICE. NOTICE is hereby given that Mr A. L. BENTLEY is authorised to collect accounts for me, and his receipt will be a sufficient discharge. W. H. BORING. [978, 775, 1101, 841]
fancy-goods-depot: FANCY GOODS DEPOT, [846, 701, 936, 711]
property-schedule-table: Total. Rate for the year. Description of Property. Description of Property. Section 165 Alfredton, 50 acres Name of Occupier. [13, 762, 136, 1142]
boot-department-heading: BOOT DEPARTMENT. [153, 910, 263, 922]
property-column-heading: Description of Property. [75, 763, 95, 1141]
edwards-mcgrath: EDWARDS & McGRATH, [312, 211, 404, 220]
